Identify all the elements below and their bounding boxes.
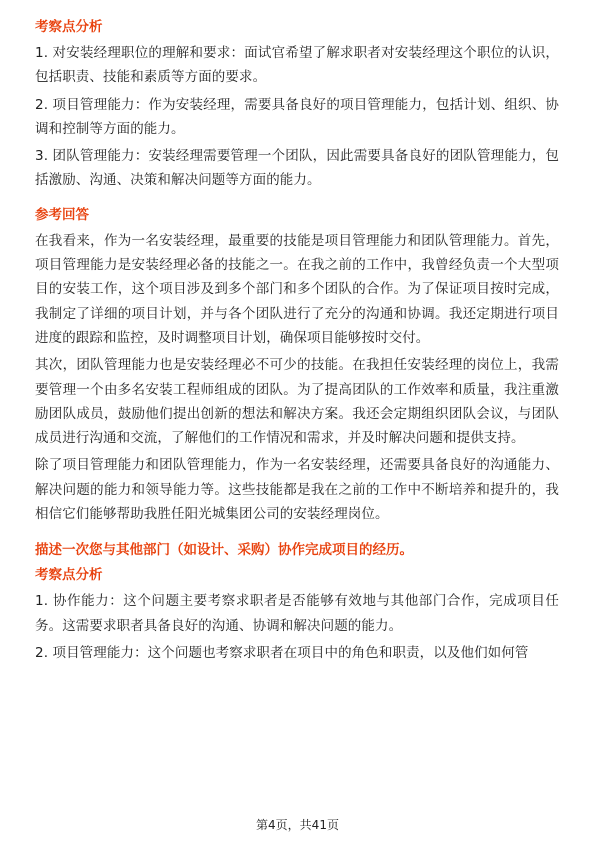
paragraph: 在我看来，作为一名安装经理，最重要的技能是项目管理能力和团队管理能力。首先，项目管理能力是安装经理必备的技能之一。在我之前的工作中，我曾经负责一个大型项目的安装工作，这个项目涉及到多个部门和多个团队的合作。为了保证项目按时完成，我制定了详细的项目计划，并与各个团队进行了充分的沟通和协调。我还定期进行项目进度的跟踪和监控，及时调整项目计划，确保项目能够按时交付。	[35, 232, 559, 346]
section-heading: 考察点分析	[35, 19, 103, 35]
document-page	[35, 16, 559, 668]
section-analysis	[35, 16, 559, 193]
page-number: 第4页，共41页	[256, 818, 339, 832]
section-analysis-2	[35, 564, 559, 665]
paragraph: 其次，团队管理能力也是安装经理必不可少的技能。在我担任安装经理的岗位上，我需要管理一个由多名安装工程师组成的团队。为了提高团队的工作效率和质量，我注重激励团队成员，鼓励他们提出创新的想法和解决方案。我还会定期组织团队会议，与团队成员进行沟通和交流，了解他们的工作情况和需求，并及时解决问题和提供支持。	[35, 357, 559, 447]
paragraph: 3. 团队管理能力：安装经理需要管理一个团队，因此需要具备良好的团队管理能力，包括激励、沟通、决策和解决问题等方面的能力。	[35, 148, 559, 189]
paragraph: 1. 协作能力：这个问题主要考察求职者是否能够有效地与其他部门合作，完成项目任务。这需要求职者具备良好的沟通、协调和解决问题的能力。	[35, 593, 559, 634]
paragraph: 除了项目管理能力和团队管理能力，作为一名安装经理，还需要具备良好的沟通能力、解决问题的能力和领导能力等。这些技能都是我在之前的工作中不断培养和提升的，我相信它们能够帮助我胜任阳光城集团公司的安装经理岗位。	[35, 457, 559, 523]
section-heading: 考察点分析	[35, 567, 103, 584]
paragraph: 2. 项目管理能力：作为安装经理，需要具备良好的项目管理能力，包括计划、组织、协调和控制等方面的能力。	[35, 96, 559, 137]
paragraph: 2. 项目管理能力：这个问题也考察求职者在项目中的角色和职责，以及他们如何管	[35, 644, 529, 661]
question-title: 描述一次您与其他部门（如设计、采购）协作完成项目的经历。	[35, 542, 413, 559]
paragraph: 1. 对安装经理职位的理解和要求：面试官希望了解求职者对安装经理这个职位的认识，包括职责、技能和素质等方面的要求。	[35, 45, 559, 86]
section-heading: 参考回答	[35, 206, 89, 223]
section-answer	[35, 204, 559, 527]
